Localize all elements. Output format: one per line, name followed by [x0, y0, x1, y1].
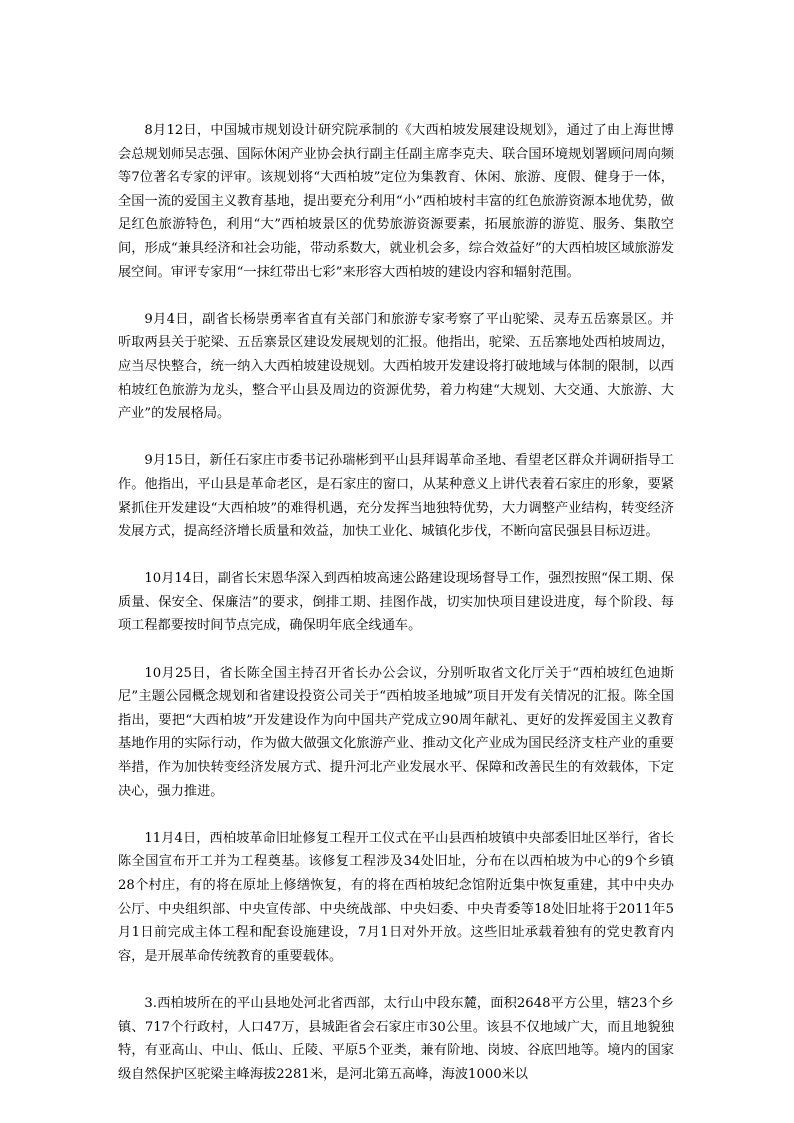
- document-body: [118, 119, 674, 1086]
- paragraph-nov-4: 11月4日，西柏坡革命旧址修复工程开工仪式在平山县西柏坡镇中央部委旧址区举行，省长陈全国宣布开工并为工程奠基。该修复工程涉及34处旧址，分布在以西柏坡为中心的9个乡镇28个村庄，有的将在原址上修缮恢复，有的将在西柏坡纪念馆附近集中恢复重建，其中中央办公厅、中央组织部、中央宣传部、中央统战部、中央妇委、中央青委等18处旧址将于2011年5月1日前完成主体工程和配套设施建设，7月1日对外开放。这些旧址承载着独有的党史教育内容，是开展革命传统教育的重要载体。: [118, 830, 674, 964]
- paragraph-oct-14: 10月14日，副省长宋恩华深入到西柏坡高速公路建设现场督导工作，强烈按照“保工期、保质量、保安全、保廉洁”的要求，倒排工期、挂图作战，切实加快项目建设进度，每个阶段、每项工程都要按时间节点完成，确保明年底全线通车。: [118, 571, 674, 634]
- paragraph-pingshan-county: 3.西柏坡所在的平山县地处河北省西部，太行山中段东麓，面积2648平方公里，辖23个乡镇、717个行政村，人口47万，县城距省会石家庄市30公里。该县不仅地域广大，而且地貌独特，有亚高山、中山、低山、丘陵、平原5个亚类，兼有阶地、岗坡、谷底凹地等。境内的国家级自然保护区驼梁主峰海拔2281米，是河北第五高峰，海波1000米以: [118, 995, 674, 1082]
- paragraph-oct-25: 10月25日，省长陈全国主持召开省长办公会议，分别听取省文化厅关于“西柏坡红色迪斯尼”主题公园概念规划和省建设投资公司关于“西柏坡圣地城”项目开发有关情况的汇报。陈全国指出，要把“大西柏坡”开发建设作为向中国共产党成立90周年献礼、更好的发挥爱国主义教育基地作用的实际行动，作为做大做强文化旅游产业、推动文化产业成为国民经济支柱产业的重要举措，作为加快转变经济发展方式、提升河北产业发展水平、保障和改善民生的有效载体，下定决心，强力推进。: [118, 665, 674, 799]
- paragraph-sep-15: 9月15日，新任石家庄市委书记孙瑞彬到平山县拜谒革命圣地、看望老区群众并调研指导工作。他指出，平山县是革命老区，是石家庄的窗口，从某种意义上讲代表着石家庄的形象，要紧紧抓住开发建设“大西柏坡”的难得机遇，充分发挥当地独特优势，大力调整产业结构，转变经济发展方式，提高经济增长质量和效益，加快工业化、城镇化步伐，不断向富民强县目标迈进。: [118, 453, 674, 540]
- paragraph-aug-12: 8月12日，中国城市规划设计研究院承制的《大西柏坡发展建设规划》，通过了由上海世博会总规划师吴志强、国际休闲产业协会执行副主任副主席李克夫、联合国环境规划署顾问周向频等7位著名专家的评审。该规划将“大西柏坡”定位为集教育、休闲、旅游、度假、健身于一体，全国一流的爱国主义教育基地，提出要充分利用“小”西柏坡村丰富的红色旅游资源本地优势，做足红色旅游特色，利用“大”西柏坡景区的优势旅游资源要素，拓展旅游的游览、服务、集散空间，形成“兼具经济和社会功能，带动系数大，就业机会多，综合效益好”的大西柏坡区域旅游发展空间。审评专家用“一抹红带出七彩”来形容大西柏坡的建设内容和辐射范围。: [118, 123, 674, 280]
- paragraph-sep-4: 9月4日，副省长杨崇勇率省直有关部门和旅游专家考察了平山驼梁、灵寿五岳寨景区。并听取两县关于驼梁、五岳寨景区建设发展规划的汇报。他指出，驼梁、五岳寨地处西柏坡周边，应当尽快整合，统一纳入大西柏坡建设规划。大西柏坡开发建设将打破地域与体制的限制，以西柏坡红色旅游为龙头，整合平山县及周边的资源优势，着力构建“大规划、大交通、大旅游、大产业”的发展格局。: [118, 311, 674, 422]
